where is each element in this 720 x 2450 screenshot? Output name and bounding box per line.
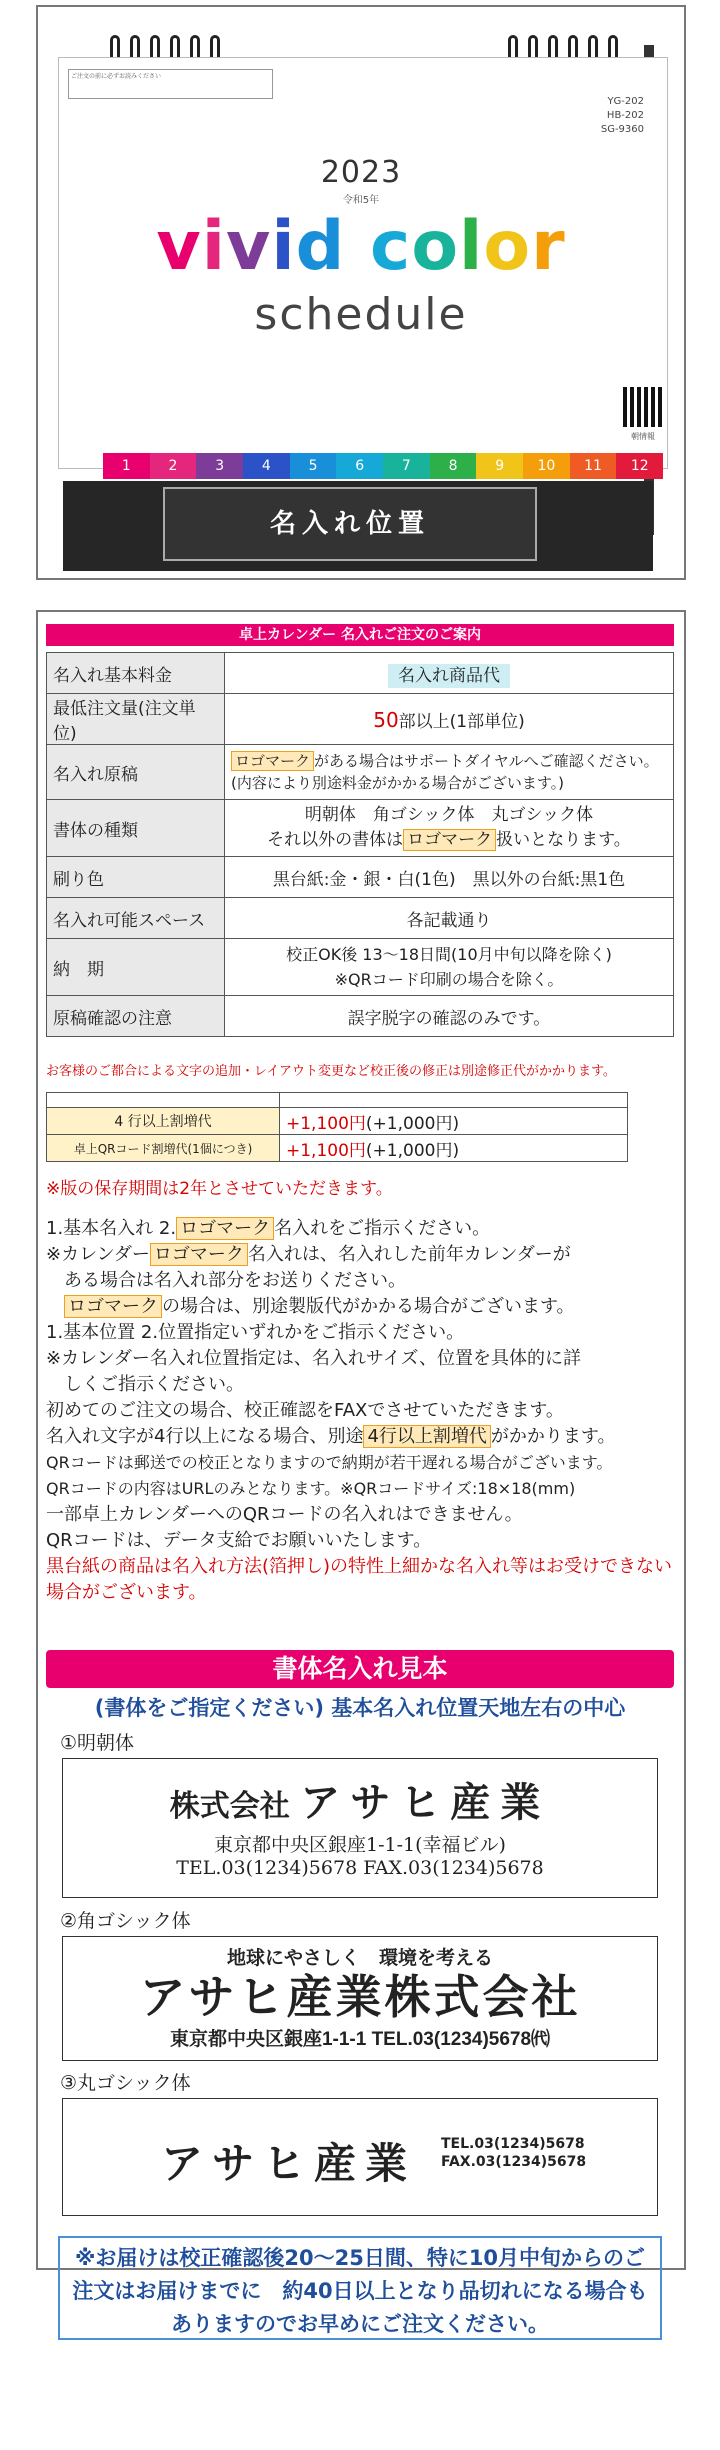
font-other-b: 扱いとなります。 [496,830,631,850]
delivery-note: ※QRコード印刷の場合を除く。 [334,970,564,989]
note: 初めてのご注文の場合、校正確認をFAXでさせていただきます。 [46,1400,564,1421]
note-text: がかかります。 [490,1426,616,1447]
mincho-label: ①明朝体 [60,1732,135,1754]
calendar-title-vivid [38,207,684,286]
table-row [47,745,674,800]
note [46,1294,674,1320]
font-sample-subtitle: (書体をご指定ください) 基本名入れ位置天地左右の中心 [94,1696,626,1720]
month-tab: 11 [570,453,617,479]
mincho-company [63,1771,657,1828]
order-info-table [46,652,674,1037]
note [46,1216,674,1242]
calendar-reiwa: 令和5年 [342,195,380,206]
kaku-company: アサヒ産業株式会社 [139,1971,581,2023]
row-key: 原稿確認の注意 [47,996,225,1037]
note-text: 名入れは、名入れした前年カレンダーが [247,1244,571,1265]
fee-price: +1,100円 [286,1113,366,1134]
row-key: 納 期 [47,939,225,996]
table-row [47,653,674,694]
month-tab: 12 [616,453,663,479]
title-letter [345,207,370,286]
maru-contact [441,2135,586,2171]
base-fee-value: 名入れ商品代 [388,664,510,688]
title-letter: i [201,207,226,286]
order-info-header: 卓上カレンダー 名入れご注文のご案内 [46,624,674,646]
month-tab: 4 [243,453,290,479]
mincho-sample [62,1758,658,1898]
title-letter: v [156,207,202,286]
product-code: YG-202 [607,96,644,107]
name-position-box: 名入れ位置 [163,487,537,561]
note-text: 名入れ文字が4行以上になる場合、別途 [46,1426,364,1447]
row-key: 名入れ基本料金 [47,653,225,694]
note [46,1242,674,1268]
table-row [47,1093,628,1108]
row-key: 書体の種類 [47,800,225,857]
note [46,1424,674,1450]
note: 一部卓上カレンダーへのQRコードの名入れはできません。 [46,1504,523,1525]
row-key: 最低注文量(注文単位) [47,694,225,745]
row-key: 刷り色 [47,857,225,898]
calendar-year: 2023 [320,155,402,190]
product-codes [601,95,644,137]
kaku-sample [62,1936,658,2061]
manuscript-text: がある場合はサポートダイヤルへご確認ください。(内容により別途料金がかかる場合がございます。) [231,752,659,792]
revision-warning: お客様のご都合による文字の追加・レイアウト変更など校正後の修正は別途修正代がかかります。 [46,1064,616,1079]
maru-company: アサヒ産業 [161,2139,417,2188]
min-qty-text: 部以上(1部単位) [398,711,525,732]
maru-label: ③丸ゴシック体 [60,2072,191,2094]
month-tab: 8 [430,453,477,479]
min-qty-number: 50 [373,707,399,732]
product-code: SG-9360 [600,124,644,135]
note-text: 名入れをご指示ください。 [274,1218,491,1239]
qr-code [623,387,663,427]
maru-fax: FAX.03(1234)5678 [441,2154,587,2170]
font-other-a: それ以外の書体は [267,830,404,850]
table-row [47,898,674,939]
mincho-company-small: 株式会社 [169,1789,290,1824]
month-tab: 7 [383,453,430,479]
calendar-title-schedule: schedule [254,289,468,340]
row-value [225,939,674,996]
maru-tel: TEL.03(1234)5678 [441,2136,585,2152]
note-text: 1.基本名入れ 2. [46,1218,177,1239]
title-letter: o [411,207,460,286]
mincho-tel: TEL.03(1234)5678 FAX.03(1234)5678 [176,1857,544,1879]
kaku-address: 東京都中央区銀座1-1-1 TEL.03(1234)5678㈹ [169,2029,551,2050]
note: QRコードは郵送での校正となりますので納期が若干遅れる場合がございます。 [46,1453,613,1472]
table-row [47,857,674,898]
table-row [47,800,674,857]
row-value [225,694,674,745]
month-tab: 10 [523,453,570,479]
row-value: 黒台紙:金・銀・白(1色) 黒以外の台紙:黒1色 [225,857,674,898]
month-tab: 1 [103,453,150,479]
row-value [225,653,674,694]
fee-net: (+1,000円) [365,1140,460,1161]
kaku-slogan: 地球にやさしく 環境を考える [226,1948,493,1969]
note-text: の場合は、別途製版代がかかる場合がございます。 [162,1296,575,1317]
retention-note: ※版の保存期間は2年とさせていただきます。 [46,1179,393,1199]
kaku-label: ②角ゴシック体 [60,1910,191,1932]
title-letter: o [483,207,532,286]
row-value [225,800,674,857]
row-value: 誤字脱字の確認のみです。 [225,996,674,1037]
logo-mark-tag: ロゴマーク [64,1295,162,1318]
font-other [231,828,667,853]
product-code: HB-202 [606,110,644,121]
corner-note: ご注文の前に必ずお読みください [68,69,273,99]
note-text: ※カレンダー [46,1244,150,1265]
title-letter: l [459,207,484,286]
table-row [47,1135,628,1162]
month-tab: 9 [476,453,523,479]
fee-key: 卓上QRコード割増代(1個につき) [47,1135,280,1162]
note: ある場合は名入れ部分をお送りください。 [64,1270,406,1291]
logo-mark-tag: ロゴマーク [403,829,496,851]
title-letter: i [271,207,296,286]
delivery-notice: ※お届けは校正確認後20〜25日間、特に10月中旬からのご注文はお届けまでに 約40日以上となり品切れになる場合もありますのでお早めにご注文ください。 [58,2236,662,2340]
month-tabs [103,453,663,479]
font-sample-title: 書体名入れ見本 [46,1650,674,1688]
table-row [47,694,674,745]
fee-net: (+1,000円) [365,1113,460,1134]
delivery-line: 校正OK後 13〜18日間(10月中旬以降を除く) [286,945,612,964]
table-row [47,939,674,996]
fee-value [280,1135,628,1162]
fee-key: 4 行以上割増代 [47,1108,280,1135]
surcharge-tag: 4行以上割増代 [363,1425,490,1448]
font-list: 明朝体 角ゴシック体 丸ゴシック体 [304,805,594,825]
surcharge-table [46,1092,628,1162]
row-key: 名入れ原稿 [47,745,225,800]
note: QRコードの内容はURLのみとなります。※QRコードサイズ:18×18(mm) [46,1479,576,1498]
row-value: 各記載通り [225,898,674,939]
note: QRコードは、データ支給でお願いいたします。 [46,1530,432,1551]
note: しくご指示ください。 [64,1374,244,1395]
fee-value [280,1108,628,1135]
month-tab: 6 [336,453,383,479]
note: 1.基本位置 2.位置指定いずれかをご指示ください。 [46,1322,465,1343]
calendar-image-panel [36,5,686,580]
table-row [47,996,674,1037]
maru-sample [62,2098,658,2216]
logo-mark-tag: ロゴマーク [176,1217,274,1240]
title-letter: d [295,207,346,286]
table-row [47,1108,628,1135]
title-letter: v [226,207,272,286]
note: ※カレンダー名入れ位置指定は、名入れサイズ、位置を具体的に詳 [46,1348,582,1369]
mincho-company-big: アサヒ産業 [300,1779,551,1826]
month-tab: 3 [196,453,243,479]
note-warning: 黒台紙の商品は名入れ方法(箔押し)の特性上細かな名入れ等はお受けできない場合がございます。 [46,1556,673,1603]
fee-price: +1,100円 [286,1140,366,1161]
row-value [225,745,674,800]
logo-mark-tag: ロゴマーク [150,1243,248,1266]
month-tab: 2 [150,453,197,479]
logo-mark-tag: ロゴマーク [231,751,314,771]
title-letter: r [531,207,566,286]
mincho-address: 東京都中央区銀座1-1-1(幸福ビル) [214,1834,506,1856]
month-tab: 5 [290,453,337,479]
row-key: 名入れ可能スペース [47,898,225,939]
title-letter: c [370,207,412,286]
order-notes [46,1176,674,1606]
qr-label: 朝情報 [631,432,655,441]
